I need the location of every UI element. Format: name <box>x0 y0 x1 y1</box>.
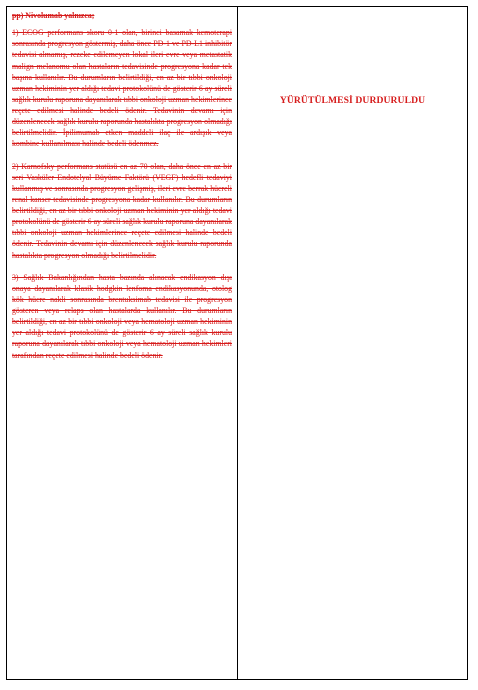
suspended-status-label: YÜRÜTÜLMESİ DURDURULDU <box>279 95 426 106</box>
status-column <box>238 7 467 679</box>
paragraph-3: 3) Sağlık Bakanlığından hasta bazında alınacak endikasyon dışı onaya dayanılarak klasik hodgkin lenfoma endikasyonunda, otolog kök hücre nakli sonrasında brentuksimab tedavisi ile progresyon gösteren veya relaps olan hastalarda kullanılır. Bu durumların belirtildiği, en az bir tıbbi onkoloji veya hematoloji uzman hekiminin yer aldığı tedavi protokolünü de gösterir 6 ay süreli sağlık kurulu raporuna dayanılarak tıbbi onkoloji veya hematoloji uzman hekimleri tarafından reçete edilmesi halinde bedeli ödenir. <box>12 272 232 360</box>
document-table <box>6 6 468 680</box>
strikethrough-text-column <box>7 7 238 679</box>
section-heading: pp) Nivolumab yalnızca; <box>12 11 95 20</box>
paragraph-2: 2) Karnofsky performans statüsü en az 70 olan, daha önce en az bir seri Vasküler Endotelyal Büyüme Faktörü (VEGF) hedefli tedaviyi kullanmış ve sonrasında progresyon gelişmiş, ileri evre berrak hücreli renal kanser tedavisinde progresyona kadar kullanılır. Bu durumların belirtildiği, en az bir tıbbi onkoloji uzman hekiminin yer aldığı tedavi protokolünü de gösterir 6 ay süreli sağlık kurulu raporuna dayanılarak tıbbi onkoloji uzman hekimlerince reçete edilmesi halinde bedeli ödenir. Tedavinin devamı için düzenlenecek sağlık kurulu raporunda hastalıkta progresyon olmadığı belirtilmelidir. <box>12 161 232 260</box>
paragraph-1: 1) ECOG performans skoru 0-1 olan, birinci basamak kemoterapi sonrasında progresyon göstermiş, daha önce PD-1 ve PD-L1 inhibitör tedavisi almamış, rezeke edilemeyen lokal ileri evre veya metastatik malign melanomu olan hastaların tedavisinde progresyona kadar tek başına kullanılır. Bu durumların belirtildiği, en az bir tıbbi onkoloji uzman hekiminin yer aldığı tedavi protokolünü de gösterir 6 ay süreli sağlık kurulu raporuna dayanılarak tıbbi onkoloji uzman hekimlerince reçete edilmesi halinde bedeli ödenir. Tedavinin devamı için düzenlenecek sağlık kurulu raporunda hastalıkta progresyon olmadığı belirtilmelidir. İpilimumab etken maddeli ilaç ile ardışık veya kombine kullanılması halinde bedeli ödenmez. <box>12 28 232 149</box>
